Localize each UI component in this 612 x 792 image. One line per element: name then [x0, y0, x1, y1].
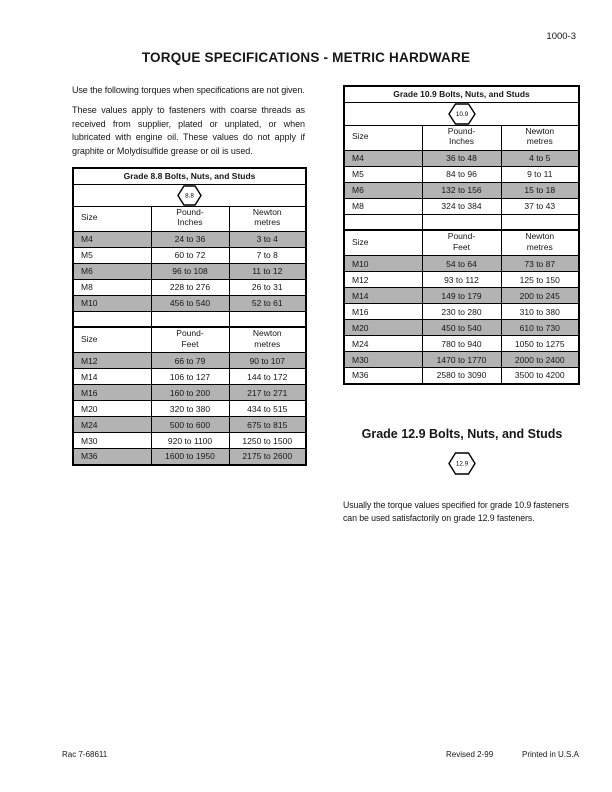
metric-line1: Newton [525, 231, 555, 241]
metric-line1: Newton [525, 125, 555, 136]
value-cell: 2175 to 2600 [229, 449, 306, 465]
value-cell: 11 to 12 [229, 263, 306, 279]
value-cell: 434 to 515 [229, 401, 306, 417]
size-cell: M8 [73, 279, 151, 295]
size-cell: M10 [73, 295, 151, 311]
footer-revised-date: Revised 2-99 [446, 750, 494, 759]
column-header-row [73, 327, 306, 353]
table-row [344, 182, 579, 198]
value-cell: 144 to 172 [229, 369, 306, 385]
size-column-header: Size [73, 327, 151, 353]
grade-badge-row [344, 102, 579, 125]
value-cell: 456 to 540 [151, 295, 229, 311]
value-cell: 60 to 72 [151, 247, 229, 263]
table-row [73, 385, 306, 401]
size-cell: M20 [344, 320, 422, 336]
value-cell: 84 to 96 [422, 166, 501, 182]
grade-10-9-table [343, 85, 580, 385]
size-cell: M16 [344, 304, 422, 320]
grade-badge-label: 10.9 [455, 110, 468, 118]
unit-line1: Pound- [176, 328, 204, 338]
table-row [73, 247, 306, 263]
value-cell: 675 to 815 [229, 417, 306, 433]
value-cell: 324 to 384 [422, 198, 501, 214]
table-row [344, 198, 579, 214]
grade-badge-cell [73, 184, 306, 206]
size-cell: M30 [73, 433, 151, 449]
value-cell: 1600 to 1950 [151, 449, 229, 465]
table-row [73, 401, 306, 417]
size-cell: M6 [73, 263, 151, 279]
value-cell: 2580 to 3090 [422, 368, 501, 384]
value-cell: 1050 to 1275 [501, 336, 579, 352]
value-cell: 920 to 1100 [151, 433, 229, 449]
value-cell: 15 to 18 [501, 182, 579, 198]
unit-line2: Inches [177, 217, 203, 227]
hex-nut-icon [448, 103, 476, 125]
pound-feet-column-header [151, 327, 229, 353]
table-row [344, 336, 579, 352]
table-row [344, 256, 579, 272]
value-cell: 320 to 380 [151, 401, 229, 417]
spacer-cell [229, 311, 306, 327]
pound-feet-rows [344, 256, 579, 384]
value-cell: 2000 to 2400 [501, 352, 579, 368]
pound-feet-column-header [422, 230, 501, 256]
size-cell: M5 [73, 247, 151, 263]
hex-nut-icon [177, 185, 202, 206]
spacer-cell [151, 311, 229, 327]
metric-line2: metres [254, 217, 281, 227]
size-cell: M6 [344, 182, 422, 198]
value-cell: 200 to 245 [501, 288, 579, 304]
table-row [73, 369, 306, 385]
value-cell: 217 to 271 [229, 385, 306, 401]
value-cell: 96 to 108 [151, 263, 229, 279]
size-cell: M14 [73, 369, 151, 385]
newton-metres-column-header [501, 230, 579, 256]
value-cell: 228 to 276 [151, 279, 229, 295]
value-cell: 3 to 4 [229, 231, 306, 247]
size-cell: M5 [344, 166, 422, 182]
value-cell: 149 to 179 [422, 288, 501, 304]
value-cell: 73 to 87 [501, 256, 579, 272]
value-cell: 93 to 112 [422, 272, 501, 288]
size-cell: M36 [344, 368, 422, 384]
body-paragraph: These values apply to fasteners with coarse threads as received from supplier, plated or unplated, or when lubricated with engine oil. These values do not apply if graphite or Molydisulfide grease or oil is used. [72, 105, 305, 156]
newton-metres-column-header [229, 206, 306, 231]
table-title-row [344, 86, 579, 102]
table-row [73, 263, 306, 279]
column-header-row [73, 206, 306, 231]
table-row [344, 304, 579, 320]
spacer-row [73, 311, 306, 327]
size-cell: M30 [344, 352, 422, 368]
table-row [73, 353, 306, 369]
table-title-row [73, 168, 306, 184]
unit-line1: Pound- [447, 125, 476, 136]
value-cell: 66 to 79 [151, 353, 229, 369]
size-cell: M16 [73, 385, 151, 401]
table-row [344, 288, 579, 304]
value-cell: 7 to 8 [229, 247, 306, 263]
size-cell: M14 [344, 288, 422, 304]
table-row [344, 368, 579, 384]
metric-line2: metres [254, 338, 281, 349]
value-cell: 26 to 31 [229, 279, 306, 295]
table-row [73, 417, 306, 433]
table-row [344, 320, 579, 336]
spacer-cell [501, 214, 579, 230]
grade-badge-cell [344, 102, 579, 125]
size-cell: M24 [73, 417, 151, 433]
size-cell: M12 [73, 353, 151, 369]
grade-12-9-heading: Grade 12.9 Bolts, Nuts, and Studs [361, 427, 563, 441]
spacer-cell [73, 311, 151, 327]
value-cell: 230 to 280 [422, 304, 501, 320]
size-cell: M4 [73, 231, 151, 247]
pound-feet-rows [73, 353, 306, 465]
size-column-header: Size [344, 125, 422, 150]
spacer-cell [344, 214, 422, 230]
table-row [73, 279, 306, 295]
spacer-row [344, 214, 579, 230]
value-cell: 450 to 540 [422, 320, 501, 336]
metric-line2: metres [526, 241, 553, 252]
unit-line1: Pound- [447, 231, 476, 241]
footer-printed-in: Printed in U.S.A [522, 750, 579, 759]
unit-line2: Inches [448, 136, 475, 146]
metric-line2: metres [526, 136, 553, 146]
pound-inches-rows [73, 231, 306, 311]
value-cell: 160 to 200 [151, 385, 229, 401]
metric-line1: Newton [252, 328, 282, 338]
value-cell: 132 to 156 [422, 182, 501, 198]
value-cell: 9 to 11 [501, 166, 579, 182]
grade-12-9-note: Usually the torque values specified for grade 10.9 fasteners can be used satisfactorily on grade 12.9 fasteners. [343, 500, 569, 523]
value-cell: 106 to 127 [151, 369, 229, 385]
table-row [344, 150, 579, 166]
value-cell: 310 to 380 [501, 304, 579, 320]
footer-document-number: Rac 7-68611 [62, 750, 108, 759]
intro-paragraph: Use the following torques when specifications are not given. [72, 85, 305, 95]
grade-badge-row [73, 184, 306, 206]
value-cell: 780 to 940 [422, 336, 501, 352]
newton-metres-column-header [501, 125, 579, 150]
grade-8-8-table [72, 167, 307, 466]
spacer-cell [422, 214, 501, 230]
size-column-header: Size [344, 230, 422, 256]
hex-nut-icon [448, 452, 476, 475]
table-row [344, 272, 579, 288]
value-cell: 3500 to 4200 [501, 368, 579, 384]
table-row [344, 352, 579, 368]
unit-line1: Pound- [176, 206, 204, 217]
grade-badge-label: 8.8 [185, 192, 194, 200]
size-column-header: Size [73, 206, 151, 231]
size-cell: M36 [73, 449, 151, 465]
value-cell: 4 to 5 [501, 150, 579, 166]
size-cell: M8 [344, 198, 422, 214]
table-row [73, 231, 306, 247]
value-cell: 90 to 107 [229, 353, 306, 369]
value-cell: 54 to 64 [422, 256, 501, 272]
value-cell: 1470 to 1770 [422, 352, 501, 368]
size-cell: M24 [344, 336, 422, 352]
table-row [73, 449, 306, 465]
table-row [73, 433, 306, 449]
column-header-row [344, 230, 579, 256]
grade-badge-label: 12.9 [455, 460, 469, 468]
value-cell: 125 to 150 [501, 272, 579, 288]
unit-line2: Feet [181, 338, 199, 349]
pound-inches-column-header [151, 206, 229, 231]
table-row [73, 295, 306, 311]
table-title: Grade 10.9 Bolts, Nuts, and Studs [344, 86, 579, 102]
page-title: TORQUE SPECIFICATIONS - METRIC HARDWARE [141, 50, 471, 65]
size-cell: M10 [344, 256, 422, 272]
unit-line2: Feet [452, 241, 470, 252]
metric-line1: Newton [252, 206, 282, 217]
size-cell: M4 [344, 150, 422, 166]
column-header-row [344, 125, 579, 150]
value-cell: 1250 to 1500 [229, 433, 306, 449]
value-cell: 52 to 61 [229, 295, 306, 311]
value-cell: 36 to 48 [422, 150, 501, 166]
newton-metres-column-header [229, 327, 306, 353]
pound-inches-rows [344, 150, 579, 214]
grade-12-9-badge [343, 452, 581, 475]
value-cell: 500 to 600 [151, 417, 229, 433]
page-number: 1000-3 [546, 31, 576, 42]
value-cell: 24 to 36 [151, 231, 229, 247]
value-cell: 37 to 43 [501, 198, 579, 214]
pound-inches-column-header [422, 125, 501, 150]
size-cell: M20 [73, 401, 151, 417]
table-title: Grade 8.8 Bolts, Nuts, and Studs [73, 168, 306, 184]
value-cell: 610 to 730 [501, 320, 579, 336]
table-row [344, 166, 579, 182]
size-cell: M12 [344, 272, 422, 288]
